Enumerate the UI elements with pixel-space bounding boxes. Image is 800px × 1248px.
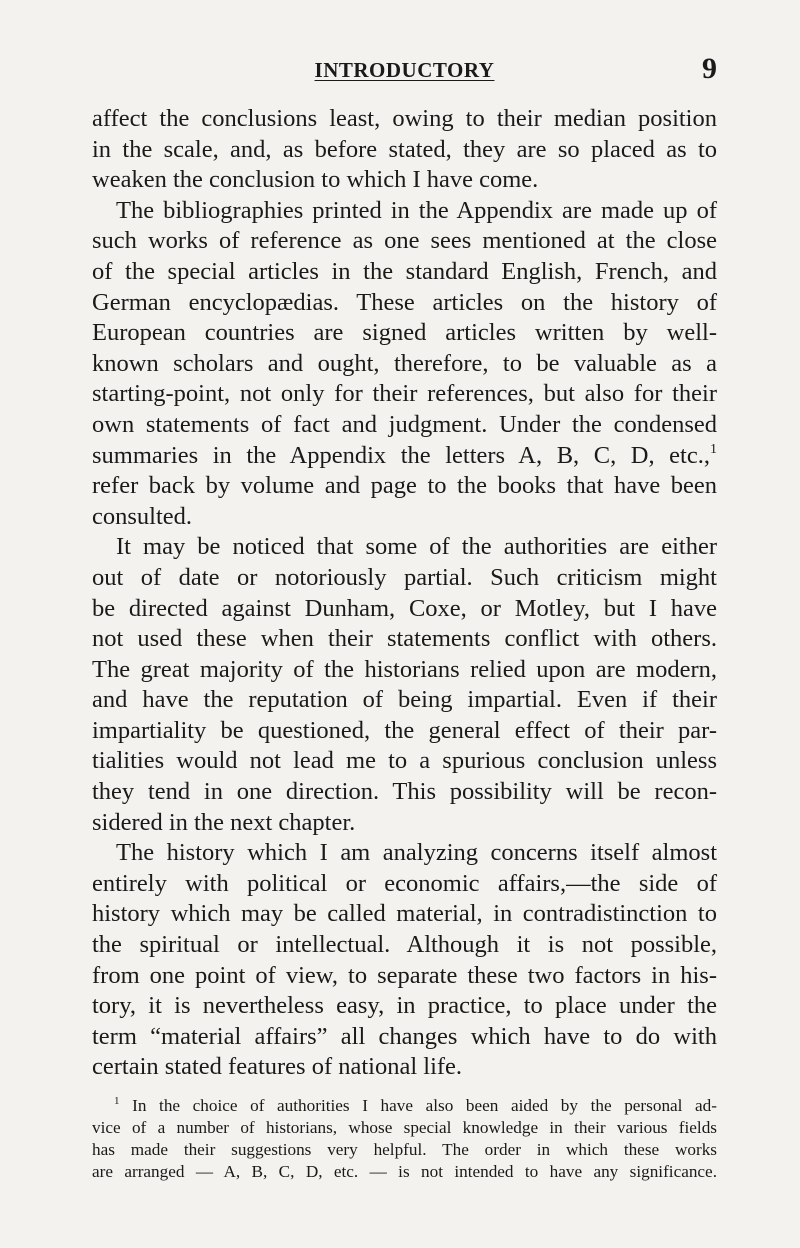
text-line: refer back by volume and page to the books that have been xyxy=(92,472,717,500)
footnote-marker: 1 xyxy=(114,1095,120,1107)
text-line: of the special articles in the standard English, French, and xyxy=(92,257,717,285)
text-line: impartiality be questioned, the general effect of their par- xyxy=(92,716,717,744)
text-line: the spiritual or intellectual. Although it is not possible, xyxy=(92,931,717,959)
text-line: in the scale, and, as before stated, they are so placed as to xyxy=(92,135,717,163)
page-number: 9 xyxy=(702,52,717,85)
text-line-content: summaries in the Appendix the letters A, B, C, D, etc., xyxy=(92,441,710,469)
text-line: out of date or notoriously partial. Such criticism might xyxy=(92,563,717,591)
text-line: history which may be called material, in contradistinction to xyxy=(92,900,717,928)
running-head: INTRODUCTORY xyxy=(314,58,495,82)
text-line: tory, it is nevertheless easy, in practice, to place under the xyxy=(92,992,717,1020)
text-line: weaken the conclusion to which I have come. xyxy=(92,166,539,194)
text-line: not used these when their statements conflict with others. xyxy=(92,625,717,653)
text-line: The bibliographies printed in the Appendix are made up of xyxy=(116,196,717,224)
text-line: known scholars and ought, therefore, to be valuable as a xyxy=(92,349,717,377)
footnote-line: has made their suggestions very helpful. The order in which these works xyxy=(92,1140,717,1159)
text-line: The history which I am analyzing concerns itself almost xyxy=(116,839,717,867)
text-line: German encyclopædias. These articles on the history of xyxy=(92,288,717,316)
text-line: affect the conclusions least, owing to their median position xyxy=(92,105,717,132)
footnote-line-content: In the choice of authorities I have also been aided by the personal ad- xyxy=(132,1096,717,1115)
text-line: The great majority of the historians relied upon are modern, xyxy=(92,655,717,683)
footnote xyxy=(92,1095,717,1183)
body-text xyxy=(92,104,717,1083)
text-line: starting-point, not only for their references, but also for their xyxy=(92,380,717,408)
text-line: certain stated features of national life. xyxy=(92,1053,463,1081)
text-line: consulted. xyxy=(92,502,193,530)
text-line: sidered in the next chapter. xyxy=(92,808,356,836)
text-line: such works of reference as one sees mentioned at the close xyxy=(92,227,717,255)
text-line: and have the reputation of being impartial. Even if their xyxy=(92,686,717,714)
footnote-line: are arranged — A, B, C, D, etc. — is not intended to have any significance. xyxy=(92,1162,717,1181)
text-line: It may be noticed that some of the authorities are either xyxy=(116,533,717,561)
footnote-line xyxy=(92,1095,717,1117)
page-header xyxy=(92,52,717,88)
text-line: tialities would not lead me to a spurious conclusion unless xyxy=(92,747,717,775)
footnote-reference[interactable]: 1 xyxy=(710,441,717,457)
text-line: term “material affairs” all changes which have to do with xyxy=(92,1022,717,1050)
text-line: own statements of fact and judgment. Under the condensed xyxy=(92,410,717,438)
text-line: be directed against Dunham, Coxe, or Motley, but I have xyxy=(92,594,717,622)
text-line: European countries are signed articles written by well- xyxy=(92,319,717,347)
text-line: from one point of view, to separate these two factors in his- xyxy=(92,961,717,989)
text-line xyxy=(92,441,717,472)
footnote-line: vice of a number of historians, whose special knowledge in their various fields xyxy=(92,1118,717,1137)
text-line: entirely with political or economic affairs,—the side of xyxy=(92,869,717,897)
text-line: they tend in one direction. This possibility will be recon- xyxy=(92,778,717,806)
